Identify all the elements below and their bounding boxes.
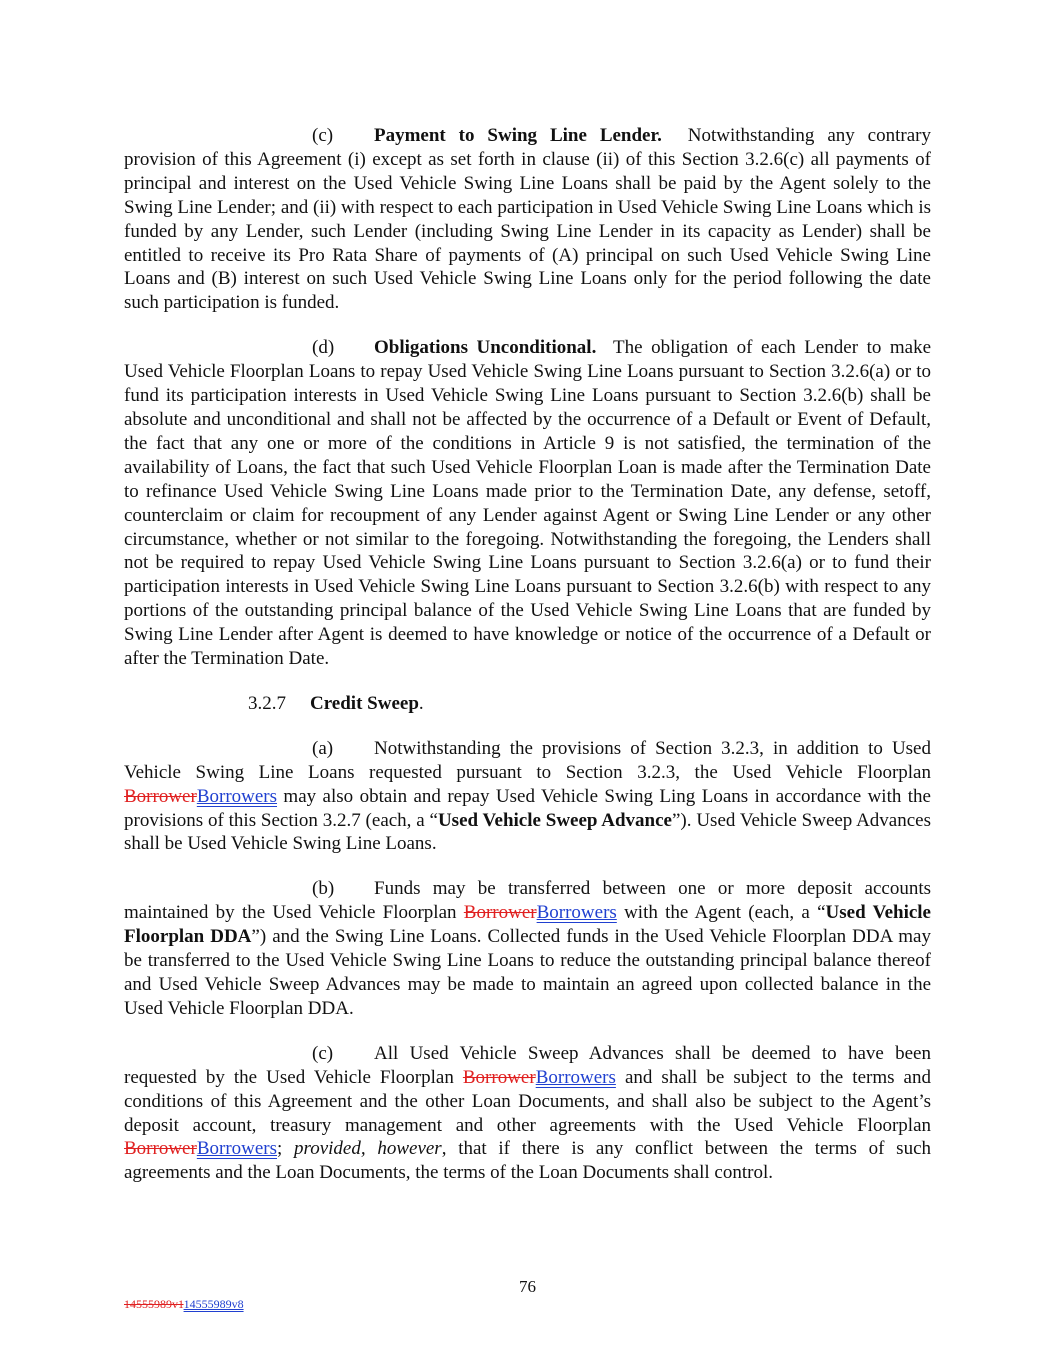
defined-term: Used Vehicle Floorplan DDA: [124, 902, 931, 948]
paragraph-number: (a): [312, 737, 334, 759]
paragraph-d-obligations-unconditional: [124, 336, 931, 671]
paragraph-sweep-b: (b) Funds may be transferred between one or more deposit accounts maintained by the Used Vehicle Floorplan BorrowerBorrowers with the Agent (each, a “Used Vehicle Floorplan DDA”) and the Swing Line Loans. Collected funds in the Used Vehicle Floorplan DDA may be transferred to the Used Vehicle Swing Line Loans to reduce the outstanding principal balance thereof and Used Vehicle Sweep Advances may be made to maintain an agreed upon collected balance in the Used Vehicle Floorplan DDA.: [124, 878, 931, 1019]
deleted-text: Borrower: [124, 1138, 197, 1160]
paragraph-text: The obligation of each Lender to make Used Vehicle Floorplan Loans to repay Used Vehicle Swing Line Loans pursuant to Section 3.2.6(a) or to fund its participation interests in Used Vehicle Swing Line Loans pursuant to Section 3.2.6(b) shall be absolute and unconditional and shall not be affected by the occurrence of a Default or Event of Default, the fact that any one or more of the conditions in Article 9 is not satisfied, the termination of the availability of Loans, the fact that such Used Vehicle Floorplan Loan is made after the Termination Date to refinance Used Vehicle Swing Line Loans made prior to the Termination Date, any defense, setoff, counterclaim or claim for recoupment of any Lender against Agent or Swing Line Lender or any other circumstance, whether or not similar to the foregoing. Notwithstanding the foregoing, the Lenders shall not be required to repay Used Vehicle Swing Line Loans pursuant to Section 3.2.6(a) or to fund their participation interests in Used Vehicle Swing Line Loans pursuant to Section 3.2.6(b) with respect to any portions of the outstanding principal balance of the Used Vehicle Swing Line Loans that are funded by Swing Line Lender after Agent is deemed to have knowledge or notice of the occurrence of a Default or after the Termination Date.: [124, 337, 932, 670]
italic-text: provided, however: [294, 1138, 442, 1160]
document-page: [124, 124, 931, 1185]
section-title: Credit Sweep: [310, 692, 419, 714]
deleted-text: Borrower: [462, 1066, 536, 1088]
inserted-doc-id: 14555989v8: [183, 1297, 244, 1311]
inserted-text: Borrowers: [535, 1066, 616, 1088]
paragraph-text: Notwithstanding any contrary provision of this Agreement (i) except as set forth in clause (ii) of this Section 3.2.6(c) all payments of principal and interest on the Used Vehicle Swing Line Loans shall be paid by the Agent solely to the Swing Line Lender; and (ii) with respect to each participation in Used Vehicle Swing Line Loans which is funded by any Lender, such Lender (including Swing Line Lender in its capacity as Lender) shall be entitled to receive its Pro Rata Share of payments of (A) principal on such Used Vehicle Swing Line Loans and (B) interest on such Used Vehicle Swing Line Loans only for the period following the date such participation is funded.: [124, 125, 931, 314]
defined-term: Used Vehicle Sweep Advance: [437, 809, 672, 831]
deleted-text: Borrower: [124, 785, 197, 807]
paragraph-c-payment-to-swing-line-lender: [124, 124, 931, 315]
paragraph-number: (b): [312, 878, 335, 900]
document-id: [124, 1297, 244, 1312]
paragraph-number: (c): [312, 125, 334, 146]
paragraph-number: (c): [312, 1042, 334, 1064]
inserted-text: Borrowers: [196, 1138, 278, 1160]
page-number: 76: [519, 1277, 536, 1296]
inserted-text: Borrowers: [536, 902, 617, 924]
paragraph-sweep-c: (c) All Used Vehicle Sweep Advances shall be deemed to have been requested by the Used Vehicle Floorplan BorrowerBorrowers and shall be subject to the terms and conditions of this Agreement and the other Loan Documents, and shall also be subject to the Agent’s deposit account, treasury management and other agreements with the Used Vehicle Floorplan BorrowerBorrowers; provided, however, that if there is any conflict between the terms of such agreements and the Loan Documents, the terms of the Loan Documents shall control.: [124, 1042, 932, 1184]
deleted-doc-id: 14555989v1: [124, 1297, 184, 1311]
section-heading-3-2-7: 3.2.7 Credit Sweep.: [248, 692, 424, 714]
paragraph-heading: Obligations Unconditional.: [374, 337, 597, 359]
paragraph-heading: Payment to Swing Line Lender.: [374, 125, 662, 146]
section-number: 3.2.7: [248, 692, 286, 714]
deleted-text: Borrower: [463, 902, 537, 924]
paragraph-sweep-a: (a) Notwithstanding the provisions of Section 3.2.3, in addition to Used Vehicle Swing Line Loans requested pursuant to Section 3.2.3, the Used Vehicle Floorplan BorrowerBorrowers may also obtain and repay Used Vehicle Swing Ling Loans in accordance with the provisions of this Section 3.2.7 (each, a “Used Vehicle Sweep Advance”). Used Vehicle Sweep Advances shall be Used Vehicle Swing Line Loans.: [124, 737, 931, 855]
paragraph-number: (d): [312, 337, 335, 359]
inserted-text: Borrowers: [196, 785, 278, 807]
